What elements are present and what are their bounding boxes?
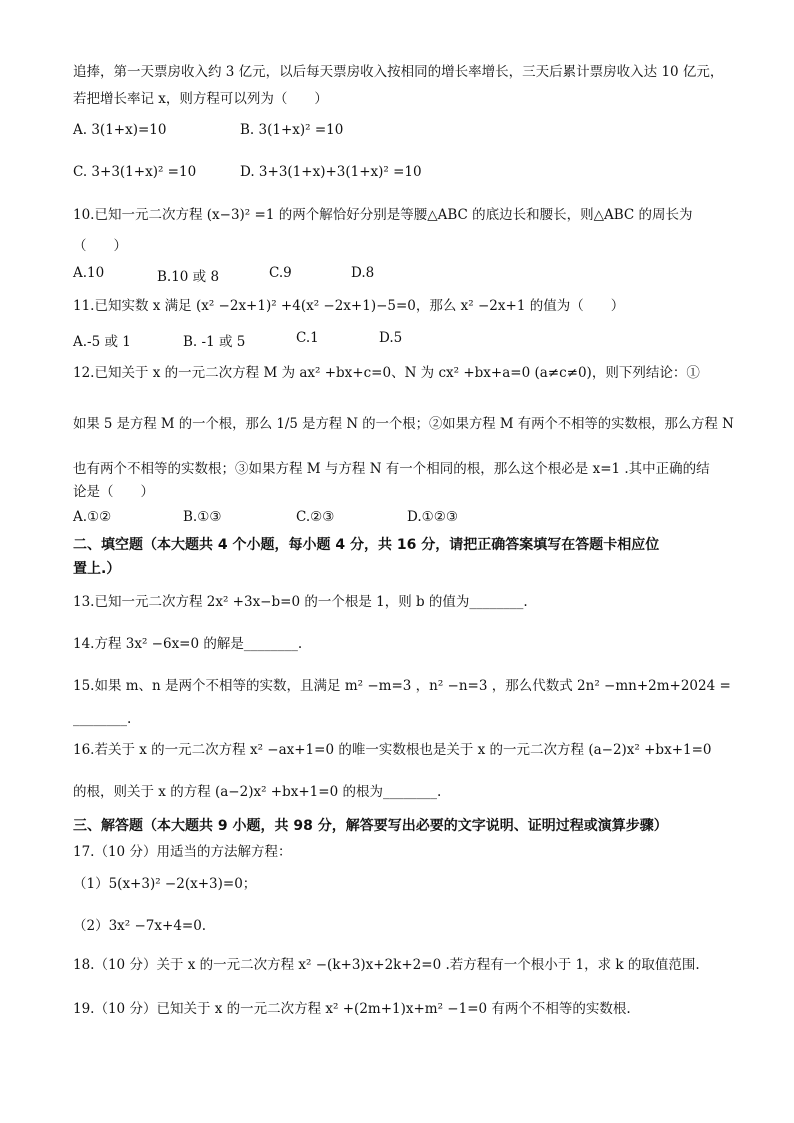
q19: 19.（10 分）已知关于 x 的一元二次方程 x² +(2m+1)x+m² −1=0 有两个不相等的实数根. bbox=[73, 1001, 631, 1017]
q9-option-b: B. 3(1+x)² =10 bbox=[240, 122, 344, 138]
q13: 13.已知一元二次方程 2x² +3x−b=0 的一个根是 1，则 b 的值为________. bbox=[73, 594, 528, 610]
q17-stem: 17.（10 分）用适当的方法解方程： bbox=[73, 844, 292, 860]
q17-part2: （2）3x² −7x+4=0. bbox=[73, 918, 207, 934]
q12-stem-line2: 如果 5 是方程 M 的一个根，那么 1/5 是方程 N 的一个根；②如果方程 M 有两个不相等的实数根，那么方程 N bbox=[73, 416, 734, 432]
q10-stem-line1: 10.已知一元二次方程 (x−3)² =1 的两个解恰好分别是等腰△ABC 的底边长和腰长，则△ABC 的周长为 bbox=[73, 207, 693, 223]
q17-part1: （1）5(x+3)² −2(x+3)=0； bbox=[73, 876, 257, 892]
q9-stem-line1: 追捧，第一天票房收入约 3 亿元，以后每天票房收入按相同的增长率增长，三天后累计票房收入达 10 亿元， bbox=[73, 64, 724, 80]
q9-option-d: D. 3+3(1+x)+3(1+x)² =10 bbox=[240, 164, 422, 180]
q16-line1: 16.若关于 x 的一元二次方程 x² −ax+1=0 的唯一实数根也是关于 x 的一元二次方程 (a−2)x² +bx+1=0 bbox=[73, 742, 712, 758]
q11-option-c: C.1 bbox=[296, 330, 319, 346]
q9-stem-line2: 若把增长率记 x，则方程可以列为（ ） bbox=[73, 91, 328, 107]
q10-stem-line2: （ ） bbox=[73, 238, 127, 254]
q10-option-a: A.10 bbox=[73, 265, 105, 281]
q10-option-c: C.9 bbox=[269, 265, 292, 281]
q11-option-b: B. -1 或 5 bbox=[183, 334, 246, 350]
q10-option-b: B.10 或 8 bbox=[157, 269, 220, 285]
q11-option-d: D.5 bbox=[379, 330, 403, 346]
q12-stem-line1: 12.已知关于 x 的一元二次方程 M 为 ax² +bx+c=0、N 为 cx² +bx+a=0 (a≠c≠0)，则下列结论：① bbox=[73, 365, 700, 381]
q15-line2: ________. bbox=[73, 711, 132, 727]
q12-option-d: D.①②③ bbox=[407, 509, 458, 525]
q18: 18.（10 分）关于 x 的一元二次方程 x² −(k+3)x+2k+2=0 .若方程有一个根小于 1，求 k 的取值范围. bbox=[73, 957, 700, 973]
q12-stem-line3: 也有两个不相等的实数根；③如果方程 M 与方程 N 有一个相同的根，那么这个根必是 x=1 .其中正确的结 bbox=[73, 461, 710, 477]
q11-option-a: A.-5 或 1 bbox=[73, 334, 131, 350]
section3-title: 三、解答题（本大题共 9 小题，共 98 分，解答要写出必要的文字说明、证明过程或演算步骤） bbox=[73, 818, 668, 834]
q12-stem-line4: 论是（ ） bbox=[73, 484, 154, 500]
q12-option-b: B.①③ bbox=[183, 509, 222, 525]
q12-option-a: A.①② bbox=[73, 509, 112, 525]
q15-line1: 15.如果 m、n 是两个不相等的实数，且满足 m² −m=3 ，n² −n=3 ，那么代数式 2n² −mn+2m+2024 = bbox=[73, 678, 731, 694]
q10-option-d: D.8 bbox=[351, 265, 375, 281]
section2-title-line2: 置上.） bbox=[73, 561, 121, 577]
q12-option-c: C.②③ bbox=[296, 509, 335, 525]
q14: 14.方程 3x² −6x=0 的解是________. bbox=[73, 636, 303, 652]
section2-title-line1: 二、填空题（本大题共 4 个小题，每小题 4 分，共 16 分，请把正确答案填写在答题卡相应位 bbox=[73, 537, 660, 553]
q16-line2: 的根，则关于 x 的方程 (a−2)x² +bx+1=0 的根为________. bbox=[73, 784, 442, 800]
q9-option-c: C. 3+3(1+x)² =10 bbox=[73, 164, 197, 180]
q9-option-a: A. 3(1+x)=10 bbox=[73, 122, 167, 138]
q11-stem: 11.已知实数 x 满足 (x² −2x+1)² +4(x² −2x+1)−5=0，那么 x² −2x+1 的值为（ ） bbox=[73, 298, 625, 314]
